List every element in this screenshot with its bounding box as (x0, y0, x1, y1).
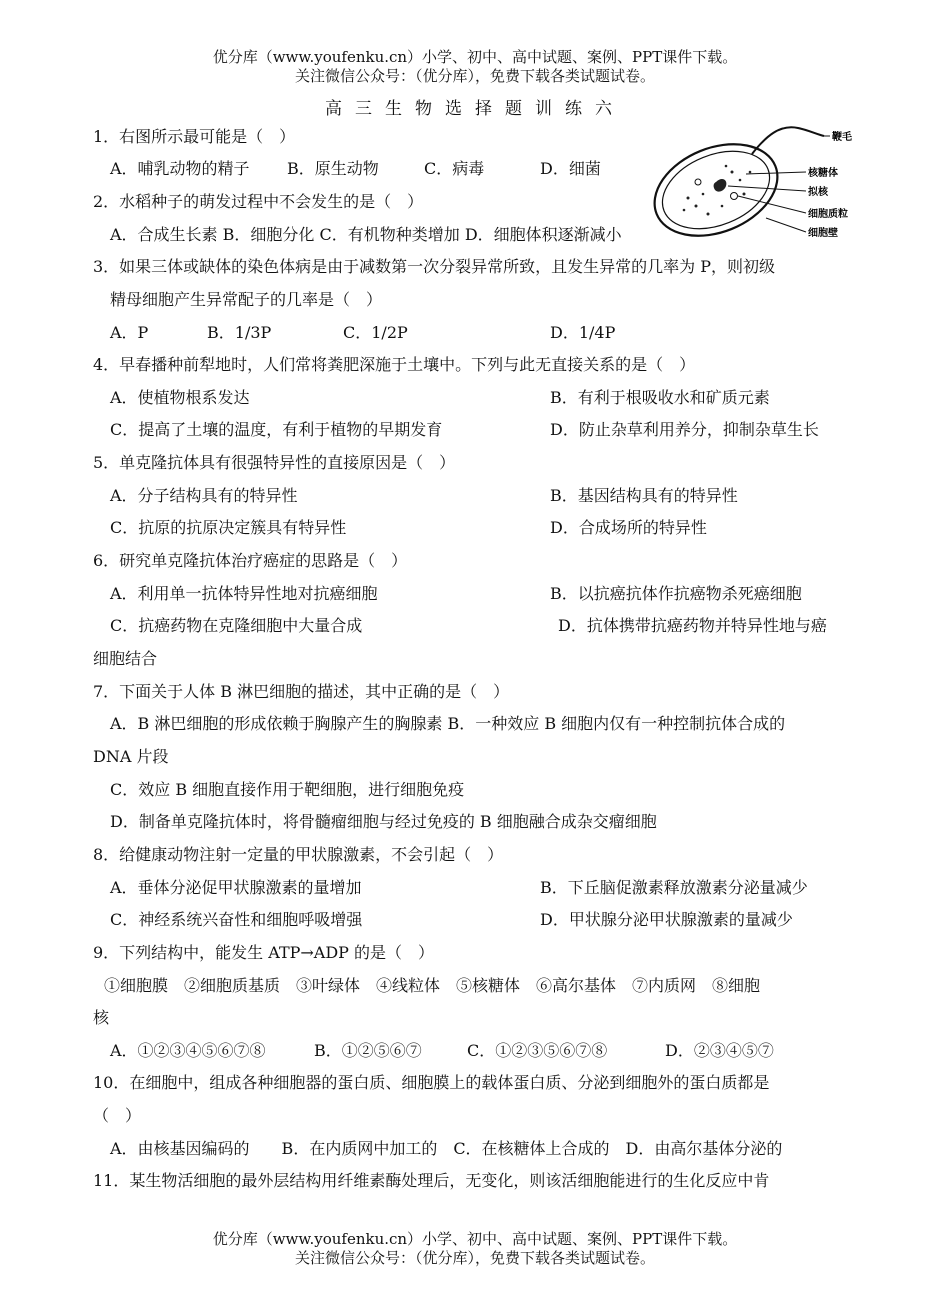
q6-option-c: C．抗癌药物在克隆细胞中大量合成 (110, 616, 363, 635)
q6-option-b: B．以抗癌抗体作抗癌物杀死癌细胞 (550, 584, 802, 603)
q9-option-d: D．②③④⑤⑦ (665, 1041, 774, 1060)
q3-option-a: A．P (110, 323, 149, 342)
q3-stem-2: 精母细胞产生异常配子的几率是（ ） (110, 290, 383, 309)
q6-stem: 6．研究单克隆抗体治疗癌症的思路是（ ） (93, 551, 408, 570)
footer-line-1: 优分库（www.youfenku.cn）小学、初中、高中试题、案例、PPT课件下载。 (212, 1230, 738, 1248)
q7-option-c: C．效应 B 细胞直接作用于靶细胞，进行细胞免疫 (110, 780, 465, 799)
q6-option-d: D．抗体携带抗癌药物并特异性地与癌 (558, 616, 827, 635)
q9-stem: 9．下列结构中，能发生 ATP→ADP 的是（ ） (93, 943, 435, 962)
q7-option-d: D．制备单克隆抗体时，将骨髓瘤细胞与经过免疫的 B 细胞融合成杂交瘤细胞 (110, 812, 657, 831)
q6-option-a: A．利用单一抗体特异性地对抗癌细胞 (110, 584, 378, 603)
q8-stem: 8．给健康动物注射一定量的甲状腺激素，不会引起（ ） (93, 845, 504, 864)
label-nucleoid: 拟核 (808, 187, 828, 198)
footer-line-2: 关注微信公众号：（优分库），免费下载各类试题试卷。 (294, 1249, 655, 1267)
q7-options-a-b: A．B 淋巴细胞的形成依赖于胸腺产生的胸腺素 B．一种效应 B 细胞内仅有一种控制抗体合成的 (110, 714, 786, 733)
q5-stem: 5．单克隆抗体具有很强特异性的直接原因是（ ） (93, 453, 456, 472)
q10-options: A．由核基因编码的 B．在内质网中加工的 C．在核糖体上合成的 D．由高尔基体分泌的 (110, 1139, 783, 1158)
q7-option-b-continued: DNA 片段 (93, 747, 169, 766)
q4-option-a: A．使植物根系发达 (110, 388, 250, 407)
q8-option-d: D．甲状腺分泌甲状腺激素的量减少 (540, 910, 793, 929)
q9-option-a: A．①②③④⑤⑥⑦⑧ (110, 1041, 266, 1060)
q3-option-b: B．1/3P (207, 323, 272, 342)
q4-option-d: D．防止杂草利用养分，抑制杂草生长 (550, 420, 819, 439)
header-line-1: 优分库（www.youfenku.cn）小学、初中、高中试题、案例、PPT课件下载。 (212, 48, 738, 66)
label-ribosome: 核糖体 (808, 168, 838, 179)
q10-stem: 10．在细胞中，组成各种细胞器的蛋白质、细胞膜上的载体蛋白质、分泌到细胞外的蛋白质都是 (93, 1073, 770, 1092)
label-cell-wall: 细胞壁 (808, 228, 838, 239)
q4-option-b: B．有利于根吸收水和矿质元素 (550, 388, 770, 407)
q2-options: A．合成生长素 B．细胞分化 C．有机物种类增加 D．细胞体积逐渐减小 (110, 225, 622, 244)
q1-stem: 1．右图所示最可能是（ ） (93, 127, 296, 146)
plasmid-shape (695, 179, 701, 185)
page-title: 高三生物选择题训练六 (325, 99, 625, 119)
label-flagellum: 鞭毛 (832, 132, 852, 143)
q6-option-d-continued: 细胞结合 (93, 649, 158, 668)
page-footer (0, 1230, 950, 1268)
q2-stem: 2．水稻种子的萌发过程中不会发生的是（ ） (93, 192, 424, 211)
q5-option-d: D．合成场所的特异性 (550, 518, 707, 537)
q5-option-b: B．基因结构具有的特异性 (550, 486, 738, 505)
q8-option-c: C．神经系统兴奋性和细胞呼吸增强 (110, 910, 363, 929)
q4-stem: 4．早春播种前犁地时，人们常将粪肥深施于土壤中。下列与此无直接关系的是（ ） (93, 355, 696, 374)
q5-option-a: A．分子结构具有的特异性 (110, 486, 298, 505)
plasmid-shape (731, 193, 738, 200)
q8-option-b: B．下丘脑促激素释放激素分泌量减少 (540, 878, 808, 897)
bacterium-diagram (648, 118, 863, 246)
q11-stem: 11．某生物活细胞的最外层结构用纤维素酶处理后，无变化，则该活细胞能进行的生化反应中肯 (93, 1171, 770, 1190)
q9-option-b: B．①②⑤⑥⑦ (314, 1041, 422, 1060)
q5-option-c: C．抗原的抗原决定簇具有特异性 (110, 518, 347, 537)
flagellum-shape (752, 127, 824, 154)
q4-option-c: C．提高了土壤的温度，有利于植物的早期发育 (110, 420, 443, 439)
q7-stem: 7．下面关于人体 B 淋巴细胞的描述，其中正确的是（ ） (93, 682, 510, 701)
q8-option-a: A．垂体分泌促甲状腺激素的量增加 (110, 878, 362, 897)
q9-items: ①细胞膜 ②细胞质基质 ③叶绿体 ④线粒体 ⑤核糖体 ⑥高尔基体 ⑦内质网 ⑧细胞 (104, 976, 761, 995)
q1-option-a: A．哺乳动物的精子 (110, 159, 250, 178)
q10-stem-continued: （ ） (93, 1106, 142, 1125)
q3-option-c: C．1/2P (343, 323, 408, 342)
q3-option-d: D．1/4P (550, 323, 616, 342)
q1-option-b: B．原生动物 (287, 159, 379, 178)
q3-stem-1: 3．如果三体或缺体的染色体病是由于减数第一次分裂异常所致，且发生异常的几率为 P，则初级 (93, 257, 776, 276)
q9-items-continued: 核 (93, 1008, 110, 1027)
page-header (0, 48, 950, 86)
q1-option-d: D．细菌 (540, 159, 601, 178)
label-plasmid: 细胞质粒 (808, 209, 848, 220)
header-line-2: 关注微信公众号：（优分库），免费下载各类试题试卷。 (294, 67, 655, 85)
q9-option-c: C．①②③⑤⑥⑦⑧ (467, 1041, 608, 1060)
nucleoid-shape (714, 179, 727, 192)
q1-option-c: C．病毒 (424, 159, 485, 178)
